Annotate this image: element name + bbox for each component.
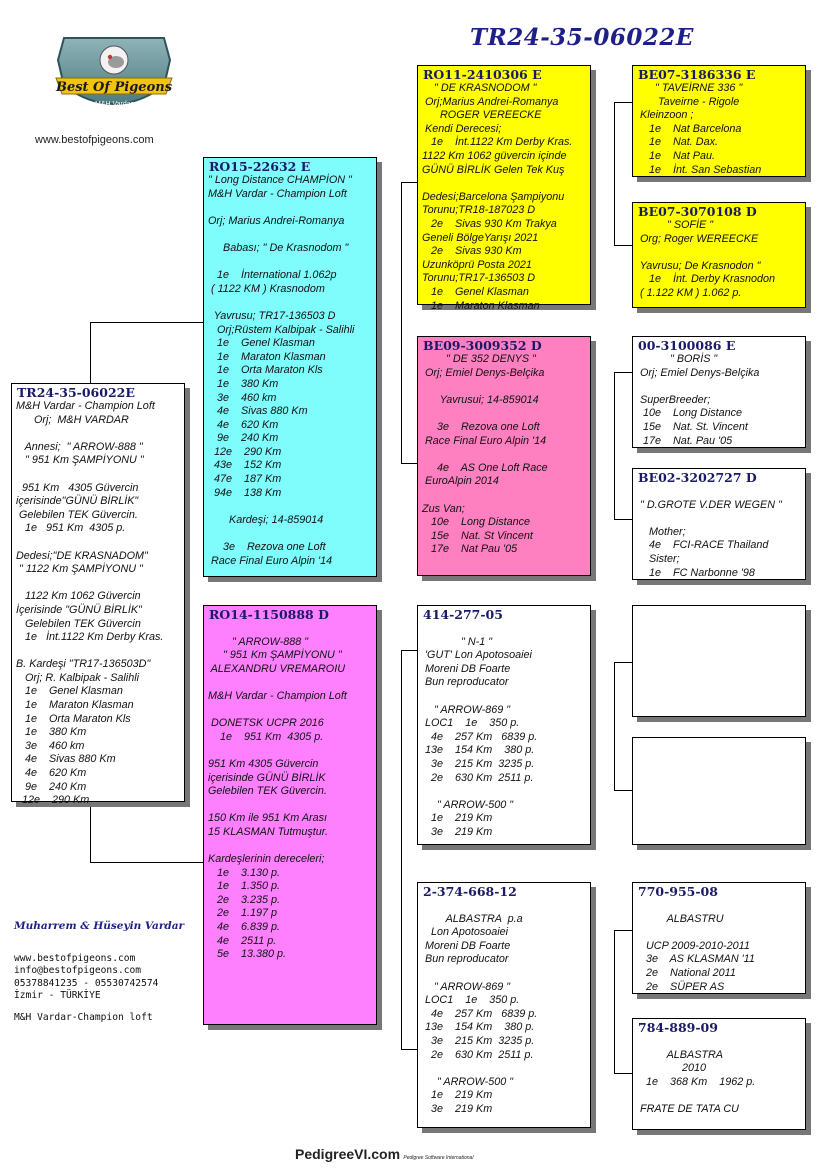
pigeon-info bbox=[418, 622, 590, 840]
connector bbox=[614, 790, 632, 791]
ring-number: 784-889-09 bbox=[638, 1020, 718, 1035]
info-line: 1e İnt. Derby Krasnodon bbox=[637, 273, 776, 286]
pigeon-info bbox=[633, 82, 805, 177]
info-line: M&H Vardar - Champion Loft bbox=[208, 689, 347, 702]
info-line: 1e Nat Pau. bbox=[637, 149, 716, 162]
info-line: 3e 219 Km bbox=[422, 825, 493, 838]
info-line: Orj; Emiel Denys-Belçika bbox=[422, 366, 545, 379]
ring-number: RO14-1150888 D bbox=[209, 607, 329, 622]
ring-number: BE07-3186336 E bbox=[638, 67, 756, 82]
info-line: Taveirne - Rigole bbox=[637, 95, 740, 108]
info-line: Uzunköprü Posta 2021 bbox=[422, 258, 532, 271]
info-line: " 1122 Km ŞAMPİYONU " bbox=[16, 563, 143, 576]
info-line bbox=[16, 468, 181, 482]
info-line: " Long Distance CHAMPİON " bbox=[208, 174, 352, 186]
info-line: 1e FC Narbonne '98 bbox=[637, 566, 755, 579]
best-of-pigeons-logo bbox=[50, 30, 178, 126]
info-line: 1e Genel Klasman bbox=[422, 285, 529, 298]
info-line: 1e 951 Km 4305 p. bbox=[16, 522, 126, 535]
pigeon-card-dam-sire[interactable] bbox=[417, 605, 591, 845]
pigeon-info bbox=[633, 899, 805, 994]
info-line bbox=[637, 380, 802, 394]
info-line: UCP 2009-2010-2011 bbox=[637, 939, 750, 952]
info-line: " ARROW-500 " bbox=[422, 798, 514, 811]
pigeon-info bbox=[633, 485, 805, 580]
info-line: ( 1122 KM ) Krasnodom bbox=[208, 282, 325, 295]
info-line: 2e SÜPER AS bbox=[637, 980, 725, 993]
connector bbox=[614, 372, 632, 373]
connector bbox=[401, 1049, 417, 1050]
info-line: Sister; bbox=[637, 552, 680, 565]
info-line: 1e Nat. Dax. bbox=[637, 136, 719, 149]
connector bbox=[90, 322, 204, 323]
info-line bbox=[637, 1089, 802, 1103]
ring-number: BE02-3202727 D bbox=[638, 470, 757, 485]
info-line bbox=[208, 799, 373, 813]
pigeon-info bbox=[633, 1035, 805, 1117]
pigeon-card-dam-dam[interactable] bbox=[417, 882, 591, 1128]
info-line: " N-1 " bbox=[422, 635, 493, 648]
info-line: 12e 290 Km bbox=[16, 794, 90, 807]
info-line bbox=[637, 485, 802, 499]
info-line: Dedesi;"DE KRASNADOM" bbox=[16, 549, 148, 562]
info-line bbox=[422, 380, 587, 394]
info-line: 1e İnt. San Sebastian bbox=[637, 163, 762, 176]
contact-block bbox=[14, 953, 158, 1024]
info-line: Torunu;TR17-136503 D bbox=[422, 272, 536, 285]
pigeon-info bbox=[418, 353, 590, 557]
info-line: 4e Sivas 880 Km bbox=[208, 405, 308, 418]
pigeon-card-dam[interactable] bbox=[203, 605, 377, 1025]
info-line: 15e Nat. St Vincent bbox=[422, 529, 533, 542]
info-line bbox=[208, 622, 373, 636]
pigeon-card-sire-dam[interactable] bbox=[417, 336, 591, 576]
ring-number: 414-277-05 bbox=[423, 607, 503, 622]
info-line bbox=[422, 967, 587, 981]
info-line: 10e Long Distance bbox=[422, 516, 531, 529]
info-line: 4e Sivas 880 Km bbox=[16, 753, 116, 766]
pigeon-info bbox=[418, 899, 590, 1117]
info-line: 5e 13.380 p. bbox=[208, 948, 287, 961]
ring-number bbox=[633, 606, 805, 608]
footer-brand-text: PedigreeVI.com bbox=[295, 1146, 401, 1162]
info-line: DONETSK UCPR 2016 bbox=[208, 717, 324, 730]
info-line: " ARROW-869 " bbox=[422, 980, 511, 993]
info-line bbox=[422, 690, 587, 704]
info-line bbox=[208, 704, 373, 718]
info-line: " D.GROTE V.DER WEGEN " bbox=[637, 498, 782, 511]
info-line: Mother; bbox=[637, 525, 686, 538]
info-line: Dedesi;Barcelona Şampiyonu bbox=[422, 190, 565, 203]
info-line: 1e 219 Km bbox=[422, 1089, 493, 1102]
info-line: 1e Maraton Klasman bbox=[422, 299, 540, 312]
info-line: LOC1 1e 350 p. bbox=[422, 994, 520, 1007]
info-line: 1e 380 Km bbox=[16, 726, 87, 739]
info-line: 2e 3.235 p. bbox=[208, 893, 281, 906]
info-line: Gelebilen TEK Güvercin bbox=[16, 617, 141, 630]
info-line: " 951 Km ŞAMPİYONU " bbox=[208, 649, 342, 662]
pigeon-card-sss[interactable] bbox=[632, 65, 806, 177]
info-line: 3e 460 km bbox=[208, 391, 277, 404]
info-line: " DE 352 DENYS " bbox=[422, 353, 536, 365]
info-line bbox=[422, 177, 587, 191]
info-line: Yavrusu; De Krasnodon " bbox=[637, 259, 761, 272]
info-line bbox=[208, 744, 373, 758]
connector bbox=[401, 182, 402, 464]
info-line: Orj; Emiel Denys-Belçika bbox=[637, 366, 760, 379]
info-line: B. Kardeşi "TR17-136503D" bbox=[16, 658, 151, 671]
info-line: 1e 951 Km 4305 p. bbox=[208, 730, 324, 743]
info-line: Kardeşi; 14-859014 bbox=[208, 513, 324, 526]
info-line bbox=[422, 785, 587, 799]
ring-number: TR24-35-06022E bbox=[17, 385, 135, 400]
contact-spacer bbox=[14, 1002, 158, 1012]
info-line: GÜNÜ BİRLİK Gelen Tek Kuş bbox=[422, 163, 565, 176]
info-line: 1e İnt.1122 Km Derby Kras. bbox=[16, 631, 164, 644]
info-line: 1e Orta Maraton Kls bbox=[16, 712, 131, 725]
pigeon-info bbox=[12, 400, 184, 808]
info-line bbox=[16, 536, 181, 550]
info-line: Zus Van; bbox=[422, 502, 465, 515]
connector bbox=[614, 930, 632, 931]
info-line: içerisinde GÜNÜ BİRLİK bbox=[208, 771, 326, 784]
info-line: 94e 138 Km bbox=[208, 486, 282, 499]
website-label: www.bestofpigeons.com bbox=[35, 134, 154, 146]
info-line: " ARROW-888 " bbox=[208, 635, 309, 648]
info-line: 4e 2511 p. bbox=[208, 934, 277, 947]
info-line bbox=[422, 622, 587, 636]
info-line: 1e Genel Klasman bbox=[16, 685, 123, 698]
info-line: 4e AS One Loft Race bbox=[422, 461, 548, 474]
pigeon-card-dsd[interactable] bbox=[632, 737, 806, 845]
info-line bbox=[16, 577, 181, 591]
connector bbox=[614, 102, 615, 246]
info-line: 951 Km 4305 Güvercin bbox=[208, 757, 319, 770]
info-line: 3e 219 Km bbox=[422, 1102, 493, 1115]
info-line: Lon Apotosoaiei bbox=[422, 926, 509, 939]
info-line: EuroAlpin 2014 bbox=[422, 475, 499, 488]
info-line bbox=[422, 407, 587, 421]
info-line: 10e Long Distance bbox=[637, 407, 743, 420]
connector bbox=[401, 182, 417, 183]
ring-number: BE09-3009352 D bbox=[423, 338, 542, 353]
info-line bbox=[422, 448, 587, 462]
info-line: İçerisinde "GÜNÜ BİRLİK" bbox=[16, 603, 142, 616]
connector bbox=[614, 1073, 632, 1074]
info-line: " BORİS " bbox=[637, 353, 718, 365]
pigeon-info bbox=[418, 82, 590, 313]
info-line: 'GUT' Lon Apotosoaiei bbox=[422, 649, 532, 662]
info-line: ALEXANDRU VREMAROIU bbox=[208, 662, 345, 675]
info-line: 47e 187 Km bbox=[208, 473, 282, 486]
connector bbox=[614, 662, 632, 663]
info-line: M&H Vardar - Champion Loft bbox=[208, 187, 347, 200]
info-line: Yavrusui; 14-859014 bbox=[422, 393, 539, 406]
info-line: Kendi Derecesi; bbox=[422, 122, 502, 135]
info-line: ALBASTRA bbox=[637, 1048, 724, 1061]
info-line: 1e İnternational 1.062p bbox=[208, 269, 337, 282]
info-line: 1e 219 Km bbox=[422, 812, 493, 825]
pigeon-card-sds[interactable] bbox=[632, 336, 806, 448]
ring-number: RO15-22632 E bbox=[209, 159, 311, 174]
info-line: 4e FCI-RACE Thailand bbox=[637, 539, 769, 552]
info-line: Gelebilen TEK Güvercin. bbox=[16, 508, 138, 521]
info-line: " SOFİE " bbox=[637, 219, 714, 231]
info-line bbox=[637, 926, 802, 940]
info-line: 1e İnt.1122 Km Derby Kras. bbox=[422, 136, 573, 149]
info-line: 1e Maraton Klasman bbox=[208, 350, 326, 363]
contact-website[interactable]: www.bestofpigeons.com bbox=[14, 953, 136, 964]
info-line: 1e 368 Km 1962 p. bbox=[637, 1075, 756, 1088]
info-line: 3e 460 km bbox=[16, 739, 85, 752]
info-line: 2e 1.197 p bbox=[208, 907, 278, 920]
info-line: Orj;Rüstem Kalbipak - Salihli bbox=[208, 323, 355, 336]
info-line: 2e National 2011 bbox=[637, 966, 736, 979]
connector bbox=[401, 650, 417, 651]
info-line: 1e 380 Km bbox=[208, 377, 279, 390]
info-line: 1e 1.350 p. bbox=[208, 880, 281, 893]
info-line: ( 1.122 KM ) 1.062 p. bbox=[637, 286, 742, 299]
info-line: 1e 3.130 p. bbox=[208, 866, 281, 879]
info-line bbox=[208, 256, 373, 270]
connector bbox=[614, 102, 632, 103]
info-line: 2e Sivas 930 Km bbox=[422, 245, 522, 258]
contact-loft: M&H Vardar-Champion loft bbox=[14, 1012, 153, 1024]
info-line bbox=[208, 840, 373, 854]
info-line: " ARROW-500 " bbox=[422, 1075, 514, 1088]
connector bbox=[90, 862, 204, 863]
info-line: Race Final Euro Alpin '14 bbox=[422, 434, 547, 447]
info-line: 1122 Km 1062 güvercin içinde bbox=[422, 149, 567, 162]
pigeon-card-sire[interactable] bbox=[203, 157, 377, 577]
contact-phone: 05378841235 - 05530742574 bbox=[14, 977, 159, 989]
info-line bbox=[16, 645, 181, 659]
info-line: ALBASTRU bbox=[637, 912, 724, 925]
info-line: 9e 240 Km bbox=[208, 432, 279, 445]
pigeon-info bbox=[204, 622, 376, 962]
info-line bbox=[637, 899, 802, 913]
info-line: içerisinde"GÜNÜ BİRLİK" bbox=[16, 495, 139, 508]
info-line: LOC1 1e 350 p. bbox=[422, 717, 520, 730]
info-line: 3e Rezova one Loft bbox=[422, 420, 540, 433]
info-line: Orj;Marius Andrei-Romanya bbox=[422, 95, 559, 108]
info-line: 15e Nat. St. Vincent bbox=[637, 420, 748, 433]
connector bbox=[614, 930, 615, 1074]
info-line: 3e AS KLASMAN '11 bbox=[637, 953, 755, 966]
pigeon-card-ssd[interactable] bbox=[632, 202, 806, 308]
svg-text:M&H Vardar: M&H Vardar bbox=[95, 101, 133, 108]
info-line: 2010 bbox=[637, 1062, 707, 1075]
footer-brand[interactable] bbox=[295, 1146, 473, 1162]
info-line: FRATE DE TATA CU bbox=[637, 1102, 739, 1115]
info-line: Moreni DB Foarte bbox=[422, 662, 511, 675]
info-line: 12e 290 Km bbox=[208, 445, 282, 458]
pigeon-info bbox=[204, 174, 376, 568]
info-line: 4e 257 Km 6839 p. bbox=[422, 1007, 538, 1020]
info-line bbox=[16, 427, 181, 441]
info-line: 1e Maraton Klasman bbox=[16, 699, 134, 712]
svg-text:Best Of Pigeons: Best Of Pigeons bbox=[55, 80, 173, 95]
info-line: 17e Nat. Pau '05 bbox=[637, 434, 733, 447]
pigeon-info bbox=[633, 353, 805, 448]
owner-name: Muharrem & Hüseyin Vardar bbox=[14, 920, 185, 932]
info-line: 2e Sivas 930 Km Trakya bbox=[422, 217, 557, 230]
info-line: 9e 240 Km bbox=[16, 780, 87, 793]
info-line: 13e 154 Km 380 p. bbox=[422, 744, 535, 757]
info-line: " 951 Km ŞAMPİYONU " bbox=[16, 454, 144, 467]
info-line bbox=[208, 500, 373, 514]
info-line: Moreni DB Foarte bbox=[422, 939, 511, 952]
info-line: 2e 630 Km 2511 p. bbox=[422, 771, 534, 784]
info-line bbox=[208, 201, 373, 215]
info-line: Bun reproducator bbox=[422, 676, 509, 689]
info-line: Geneli BölgeYarışı 2021 bbox=[422, 231, 539, 244]
info-line bbox=[208, 527, 373, 541]
info-line: M&H Vardar - Champion Loft bbox=[16, 400, 155, 412]
info-line: 1e Nat Barcelona bbox=[637, 122, 742, 135]
info-line bbox=[208, 676, 373, 690]
info-line: 150 Km ile 951 Km Arası bbox=[208, 812, 328, 825]
connector bbox=[614, 662, 615, 791]
info-line: " TAVEİRNE 336 " bbox=[637, 82, 743, 94]
info-line: 3e 215 Km 3235 p. bbox=[422, 1034, 535, 1047]
footer-tagline: Pedigree Software International bbox=[403, 1155, 474, 1161]
info-line: Torunu;TR18-187023 D bbox=[422, 204, 536, 217]
connector bbox=[614, 245, 632, 246]
info-line: 15 KLASMAN Tutmuştur. bbox=[208, 825, 329, 838]
info-line: 4e 257 Km 6839 p. bbox=[422, 730, 538, 743]
info-line: Bun reproducator bbox=[422, 953, 509, 966]
ring-number: 00-3100086 E bbox=[638, 338, 736, 353]
connector bbox=[401, 463, 417, 464]
pigeon-info bbox=[633, 219, 805, 301]
connector bbox=[401, 650, 402, 1050]
info-line: " ARROW-869 " bbox=[422, 703, 511, 716]
info-line bbox=[422, 1062, 587, 1076]
ring-number: 770-955-08 bbox=[638, 884, 718, 899]
connector bbox=[614, 519, 632, 520]
pigeon-card-sire-sire[interactable] bbox=[417, 65, 591, 312]
info-line: 1e Genel Klasman bbox=[208, 337, 315, 350]
info-line: ALBASTRA p.a bbox=[422, 912, 523, 925]
ring-number: BE07-3070108 D bbox=[638, 204, 757, 219]
info-line: Orj; R. Kalbipak - Salihli bbox=[16, 671, 140, 684]
info-line: SuperBreeder; bbox=[637, 393, 711, 406]
info-line: " DE KRASNODOM " bbox=[422, 82, 537, 94]
info-line bbox=[422, 489, 587, 503]
info-line: Orj; M&H VARDAR bbox=[16, 413, 129, 426]
info-line bbox=[637, 1035, 802, 1049]
info-line: 4e 620 Km bbox=[208, 418, 279, 431]
info-line: Orj; Marius Andrei-Romanya bbox=[208, 214, 345, 227]
connector bbox=[614, 372, 615, 520]
info-line: Race Final Euro Alpin '14 bbox=[208, 554, 333, 567]
info-line: ROGER VEREECKE bbox=[422, 109, 542, 122]
info-line bbox=[208, 228, 373, 242]
info-line: Yavrusu; TR17-136503 D bbox=[208, 309, 336, 322]
ring-number: RO11-2410306 E bbox=[423, 67, 542, 82]
info-line bbox=[637, 512, 802, 526]
info-line: 2e 630 Km 2511 p. bbox=[422, 1048, 534, 1061]
info-line: 1e Orta Maraton Kls bbox=[208, 364, 323, 377]
pigeon-card-sdd[interactable] bbox=[632, 468, 806, 580]
info-line: 3e Rezova one Loft bbox=[208, 541, 326, 554]
pigeon-card-ddd[interactable] bbox=[632, 1018, 806, 1130]
info-line: Babası; " De Krasnodom " bbox=[208, 241, 349, 254]
ring-number: 2-374-668-12 bbox=[423, 884, 517, 899]
pigeon-card-dss[interactable] bbox=[632, 605, 806, 717]
info-line: 951 Km 4305 Güvercin bbox=[16, 481, 139, 494]
info-line bbox=[208, 296, 373, 310]
info-line: 13e 154 Km 380 p. bbox=[422, 1021, 535, 1034]
info-line bbox=[422, 899, 587, 913]
contact-city: İzmir - TÜRKİYE bbox=[14, 989, 101, 1001]
info-line: 1122 Km 1062 Güvercin bbox=[16, 590, 141, 603]
pigeon-card-main[interactable] bbox=[11, 383, 185, 807]
info-line: 43e 152 Km bbox=[208, 459, 282, 472]
info-line: Kleinzoon ; bbox=[637, 109, 694, 122]
pigeon-card-dds[interactable] bbox=[632, 882, 806, 994]
info-line: 4e 620 Km bbox=[16, 767, 87, 780]
info-line: Gelebilen TEK Güvercin. bbox=[208, 785, 327, 798]
info-line: 17e Nat Pau '05 bbox=[422, 543, 518, 556]
info-line: 4e 6.839 p. bbox=[208, 921, 281, 934]
contact-email[interactable]: info@bestofpigeons.com bbox=[14, 965, 142, 977]
pedigree-title: TR24-35-06022E bbox=[470, 24, 694, 51]
ring-number bbox=[633, 738, 805, 740]
info-line: Annesi; " ARROW-888 " bbox=[16, 440, 143, 453]
info-line bbox=[637, 246, 802, 260]
info-line: Kardeşlerinin dereceleri; bbox=[208, 853, 325, 866]
info-line: Org; Roger WEREECKE bbox=[637, 232, 759, 245]
info-line: 3e 215 Km 3235 p. bbox=[422, 757, 535, 770]
